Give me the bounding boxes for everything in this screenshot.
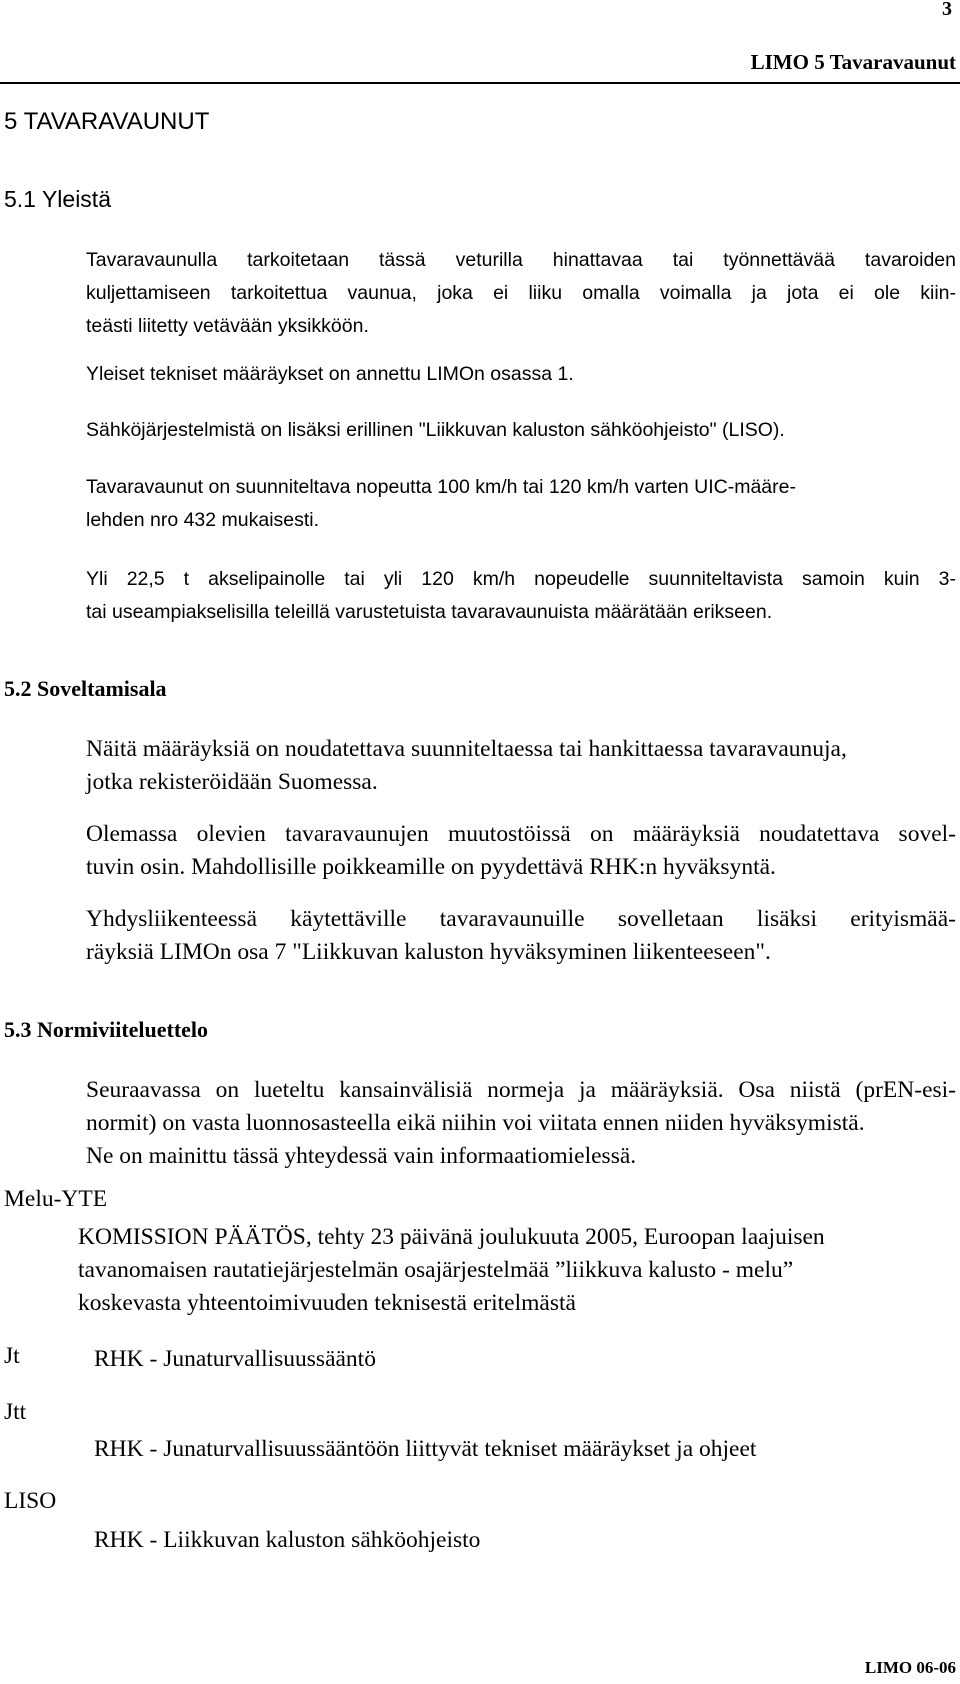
reference-definition-jt (94, 1343, 376, 1376)
text-line: Tavaravaunut on suunniteltava nopeutta 100 km/h tai 120 km/h varten UIC-määre- (86, 476, 796, 498)
text-line: Yleiset tekniset määräykset on annettu LIMOn osassa 1. (86, 363, 574, 385)
header-rule (0, 82, 960, 84)
text-line: tavanomaisen rautatiejärjestelmän osajärjestelmää ”liikkuva kalusto - melu” (78, 1257, 794, 1283)
paragraph-5-1-2 (86, 358, 956, 391)
text-line: teästi liitetty vetävään yksikköön. (86, 315, 369, 337)
running-header: LIMO 5 Tavaravaunut (750, 50, 956, 74)
text-line: Tavaravaunulla tarkoitetaan tässä veturilla hinattavaa tai työnnettävää tavaroiden (86, 249, 956, 271)
text-line: tuvin osin. Mahdollisille poikkeamille on pyydettävä RHK:n hyväksyntä. (86, 854, 776, 880)
text-line: jotka rekisteröidään Suomessa. (86, 769, 378, 795)
paragraph-5-1-4 (86, 471, 956, 537)
text-line: tai useampiakselisilla teleillä varustetuista tavaravaunuista määrätään erikseen. (86, 601, 773, 623)
paragraph-5-1-3 (86, 414, 956, 447)
reference-definition-liso (94, 1524, 480, 1557)
chapter-title: 5 TAVARAVAUNUT (4, 108, 210, 135)
paragraph-5-1-5 (86, 563, 956, 629)
text-line: Näitä määräyksiä on noudatettava suunniteltaessa tai hankittaessa tavaravaunuja, (86, 736, 847, 762)
reference-term-liso: LISO (4, 1488, 57, 1514)
text-line: RHK - Junaturvallisuussääntö (94, 1346, 376, 1372)
text-line: kuljettamiseen tarkoitettua vaunua, joka ei liiku omalla voimalla ja jota ei ole kiin- (86, 282, 956, 304)
reference-definition-melu-yte (78, 1221, 825, 1320)
text-line: lehden nro 432 mukaisesti. (86, 509, 320, 531)
section-title-5-2: 5.2 Soveltamisala (4, 676, 167, 701)
reference-term-jtt: Jtt (4, 1399, 27, 1425)
paragraph-5-2-2 (86, 818, 956, 884)
paragraph-5-2-3 (86, 903, 956, 969)
text-line: Olemassa olevien tavaravaunujen muutostöissä on määräyksiä noudatettava sovel- (86, 821, 956, 847)
text-line: RHK - Junaturvallisuussääntöön liittyvät tekniset määräykset ja ohjeet (94, 1436, 757, 1462)
reference-definition-jtt (94, 1433, 756, 1466)
text-line: koskevasta yhteentoimivuuden teknisestä eritelmästä (78, 1290, 576, 1316)
text-line: Ne on mainittu tässä yhteydessä vain informaatiomielessä. (86, 1143, 637, 1169)
section-title-5-1: 5.1 Yleistä (4, 186, 111, 212)
paragraph-5-1-1 (86, 244, 956, 343)
text-line: normit) on vasta luonnosasteella eikä niihin voi viitata ennen niiden hyväksymistä. (86, 1110, 865, 1136)
paragraph-5-3-1 (86, 1074, 956, 1173)
text-line: Seuraavassa on lueteltu kansainvälisiä normeja ja määräyksiä. Osa niistä (prEN-esi- (86, 1077, 956, 1103)
section-title-5-3: 5.3 Normiviiteluettelo (4, 1017, 209, 1042)
text-line: räyksiä LIMOn osa 7 "Liikkuvan kaluston hyväksyminen liikenteeseen". (86, 939, 771, 965)
text-line: KOMISSION PÄÄTÖS, tehty 23 päivänä joulukuuta 2005, Euroopan laajuisen (78, 1224, 825, 1250)
reference-term-jt: Jt (4, 1343, 20, 1369)
text-line: Yli 22,5 t akselipainolle tai yli 120 km/h nopeudelle suunniteltavista samoin kuin 3- (86, 568, 956, 590)
text-line: Sähköjärjestelmistä on lisäksi erillinen "Liikkuvan kaluston sähköohjeisto" (LISO). (86, 419, 785, 441)
text-line: RHK - Liikkuvan kaluston sähköohjeisto (94, 1527, 481, 1553)
paragraph-5-2-1 (86, 733, 956, 799)
reference-term-melu-yte: Melu-YTE (4, 1186, 108, 1212)
footer-document-id: LIMO 06-06 (864, 1658, 956, 1677)
text-line: Yhdysliikenteessä käytettäville tavaravaunuille sovelletaan lisäksi erityismää- (86, 906, 956, 932)
page-number: 3 (942, 0, 952, 20)
